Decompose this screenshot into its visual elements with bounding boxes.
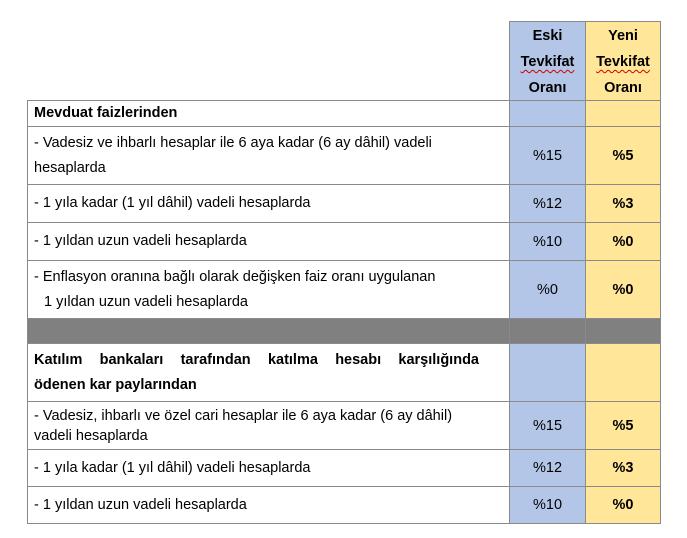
section2-title-new-cell xyxy=(586,344,661,402)
new-rate-value: %5 xyxy=(586,127,661,185)
row-label: - 1 yıla kadar (1 yıl dâhil) vadeli hesaplarda xyxy=(28,450,510,487)
new-rate-value: %3 xyxy=(586,450,661,487)
old-rate-header-line2: Tevkifat xyxy=(520,54,575,70)
old-rate-value: %0 xyxy=(510,261,586,319)
table-row xyxy=(28,261,661,319)
old-rate-value: %15 xyxy=(510,127,586,185)
section1-title-row xyxy=(28,101,661,127)
table-row xyxy=(28,185,661,223)
table-row xyxy=(28,402,661,450)
section-divider xyxy=(28,319,661,344)
table-row xyxy=(28,127,661,185)
old-rate-header-line3: Oranı xyxy=(528,80,567,96)
row-label-line2: 1 yıldan uzun vadeli hesaplarda xyxy=(44,293,248,310)
row-label: - 1 yıldan uzun vadeli hesaplarda xyxy=(28,223,510,261)
new-rate-header xyxy=(586,22,661,101)
row-label-line1: - Enflasyon oranına bağlı olarak değişken faiz oranı uygulanan xyxy=(34,268,436,285)
section1-title: Mevduat faizlerinden xyxy=(28,101,510,127)
divider-cell xyxy=(28,319,510,344)
row-label-line2: hesaplarda xyxy=(34,159,106,176)
section2-title-line1: Katılım bankaları tarafından katılma hesabı karşılığında xyxy=(34,351,479,368)
row-label: - 1 yıla kadar (1 yıl dâhil) vadeli hesaplarda xyxy=(28,185,510,223)
old-rate-value: %10 xyxy=(510,223,586,261)
new-rate-header-line2: Tevkifat xyxy=(596,54,650,70)
row-label: - 1 yıldan uzun vadeli hesaplarda xyxy=(28,487,510,524)
row-label-line1: - Vadesiz, ihbarlı ve özel cari hesaplar ile 6 aya kadar (6 ay dâhil) xyxy=(34,407,453,424)
row-label xyxy=(28,127,510,185)
new-rate-header-line3: Oranı xyxy=(604,80,642,96)
row-label-line2: vadeli hesaplarda xyxy=(34,427,148,444)
new-rate-value: %3 xyxy=(586,185,661,223)
new-rate-value: %5 xyxy=(586,402,661,450)
old-rate-value: %15 xyxy=(510,402,586,450)
divider-cell xyxy=(586,319,661,344)
row-label-line1: - Vadesiz ve ihbarlı hesaplar ile 6 aya kadar (6 ay dâhil) vadeli xyxy=(34,134,432,151)
new-rate-header-line1: Yeni xyxy=(608,28,638,44)
header-empty-cell xyxy=(28,22,510,101)
new-rate-value: %0 xyxy=(586,223,661,261)
section2-title-row xyxy=(28,344,661,402)
new-rate-value: %0 xyxy=(586,261,661,319)
section1-title-old-cell xyxy=(510,101,586,127)
old-rate-value: %12 xyxy=(510,185,586,223)
old-rate-header xyxy=(510,22,586,101)
old-rate-header-line1: Eski xyxy=(532,28,563,44)
old-rate-value: %12 xyxy=(510,450,586,487)
row-label xyxy=(28,402,510,450)
table-row xyxy=(28,223,661,261)
new-rate-value: %0 xyxy=(586,487,661,524)
row-label xyxy=(28,261,510,319)
table-row xyxy=(28,450,661,487)
old-rate-value: %10 xyxy=(510,487,586,524)
withholding-rate-table xyxy=(27,21,661,524)
divider-cell xyxy=(510,319,586,344)
section2-title xyxy=(28,344,510,402)
section1-title-new-cell xyxy=(586,101,661,127)
section2-title-old-cell xyxy=(510,344,586,402)
header-row xyxy=(28,22,661,101)
section2-title-line2: ödenen kar paylarından xyxy=(34,376,197,393)
table-row xyxy=(28,487,661,524)
